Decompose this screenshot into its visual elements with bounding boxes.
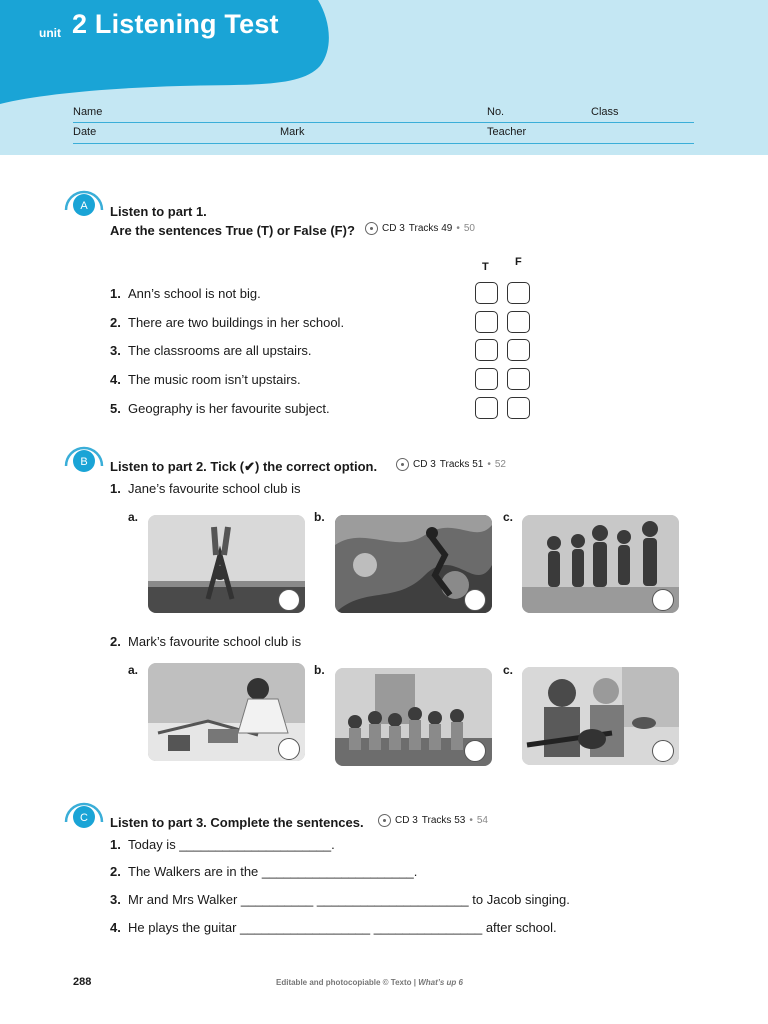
section-a-cd: CD 3 Tracks 49 • 50 bbox=[365, 222, 475, 235]
mark-label: Mark bbox=[280, 126, 305, 138]
b-question-1: 1. Jane’s favourite school club is bbox=[110, 481, 301, 496]
b2-option-b-tick[interactable] bbox=[464, 740, 486, 762]
false-checkbox-1[interactable] bbox=[507, 282, 530, 304]
c-sentence-3[interactable]: 3. Mr and Mrs Walker __________ _____________________ to Jacob singing. bbox=[110, 892, 570, 907]
section-a-badge bbox=[62, 188, 106, 218]
c-sentence-4[interactable]: 4. He plays the guitar __________________ _______________ after school. bbox=[110, 920, 557, 935]
c-sentence-2[interactable]: 2. The Walkers are in the _____________________. bbox=[110, 864, 418, 879]
section-b-letter: B bbox=[80, 456, 88, 468]
true-column-header: T bbox=[482, 261, 489, 273]
false-column-header: F bbox=[515, 256, 522, 268]
b1-option-b-letter: b. bbox=[314, 510, 325, 524]
false-checkbox-5[interactable] bbox=[507, 397, 530, 419]
tf-item-5: 5. Geography is her favourite subject. bbox=[110, 401, 330, 416]
date-line[interactable] bbox=[73, 143, 694, 144]
page-title: 2 Listening Test bbox=[72, 9, 279, 39]
c-sentence-1[interactable]: 1. Today is _____________________. bbox=[110, 837, 335, 852]
tf-item-4: 4. The music room isn’t upstairs. bbox=[110, 372, 301, 387]
date-label: Date bbox=[73, 126, 97, 138]
book-title: What’s up 6 bbox=[418, 978, 463, 987]
b-question-2: 2. Mark’s favourite school club is bbox=[110, 634, 302, 649]
b2-option-a-letter: a. bbox=[128, 663, 139, 677]
section-b-badge bbox=[62, 444, 106, 474]
class-label: Class bbox=[591, 106, 619, 118]
b2-option-c-tick[interactable] bbox=[652, 740, 674, 762]
true-checkbox-2[interactable] bbox=[475, 311, 498, 333]
cd-icon bbox=[396, 458, 409, 471]
tf-item-3: 3. The classrooms are all upstairs. bbox=[110, 343, 312, 358]
footer-credit: Editable and photocopiable © Texto | What’s up 6 bbox=[276, 978, 463, 987]
b2-option-b-letter: b. bbox=[314, 663, 325, 677]
tick-mark-icon: ✔ bbox=[244, 459, 256, 474]
tf-item-2: 2. There are two buildings in her school. bbox=[110, 315, 345, 330]
b1-option-c-tick[interactable] bbox=[652, 589, 674, 611]
section-b-cd: CD 3 Tracks 51 • 52 bbox=[396, 458, 506, 471]
name-label: Name bbox=[73, 106, 103, 118]
no-label: No. bbox=[487, 106, 505, 118]
b1-option-a-letter: a. bbox=[128, 510, 139, 524]
section-c-cd: CD 3 Tracks 53 • 54 bbox=[378, 814, 488, 827]
true-checkbox-4[interactable] bbox=[475, 368, 498, 390]
section-a-instruction-1: Listen to part 1. bbox=[110, 204, 207, 219]
cd-icon bbox=[365, 222, 378, 235]
true-checkbox-1[interactable] bbox=[475, 282, 498, 304]
name-line[interactable] bbox=[73, 122, 694, 123]
page-number: 288 bbox=[73, 976, 92, 988]
section-c-letter: C bbox=[80, 812, 88, 824]
b2-option-a-tick[interactable] bbox=[278, 738, 300, 760]
teacher-label: Teacher bbox=[487, 126, 527, 138]
unit-word: unit bbox=[39, 26, 61, 40]
false-checkbox-2[interactable] bbox=[507, 311, 530, 333]
false-checkbox-3[interactable] bbox=[507, 339, 530, 361]
section-c-badge bbox=[62, 800, 106, 830]
cd-icon bbox=[378, 814, 391, 827]
false-checkbox-4[interactable] bbox=[507, 368, 530, 390]
section-c-instruction: Listen to part 3. Complete the sentences. bbox=[110, 815, 364, 830]
true-checkbox-5[interactable] bbox=[475, 397, 498, 419]
b1-option-b-tick[interactable] bbox=[464, 589, 486, 611]
section-a-instruction-2: Are the sentences True (T) or False (F)? bbox=[110, 223, 355, 238]
section-a-letter: A bbox=[80, 200, 88, 212]
tf-item-1: 1. Ann’s school is not big. bbox=[110, 286, 261, 301]
section-b-instruction: Listen to part 2. Tick (✔) the correct option. bbox=[110, 459, 378, 474]
b1-option-a-tick[interactable] bbox=[278, 589, 300, 611]
true-checkbox-3[interactable] bbox=[475, 339, 498, 361]
b1-option-c-letter: c. bbox=[503, 510, 514, 524]
b2-option-c-letter: c. bbox=[503, 663, 514, 677]
